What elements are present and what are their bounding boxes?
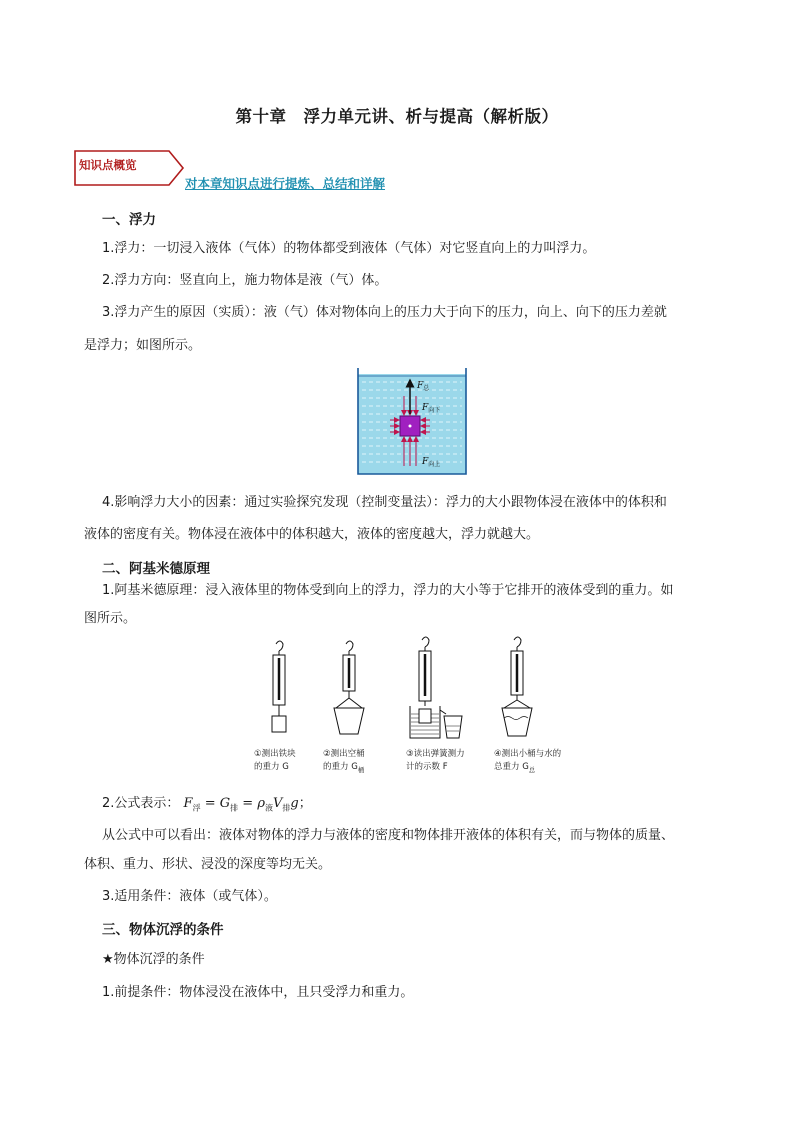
caption-line: ③读出弹簧测力 — [406, 749, 465, 759]
formula-label: 2.公式表示： — [102, 796, 180, 811]
caption-line: 总重力 G — [494, 762, 529, 772]
badge-label: 知识点概览 — [79, 158, 137, 172]
formula-line — [102, 792, 312, 814]
caption-line: ④测出小桶与水的 — [494, 749, 562, 759]
fig-label-total-sub: 总 — [423, 385, 430, 392]
archimedes-experiment-figure — [252, 636, 592, 750]
spring-scale-3 — [410, 637, 462, 738]
buoyancy-cause-figure — [356, 368, 468, 480]
paragraph: 体积、重力、形状、浸没的深度等均无关。 — [84, 857, 332, 872]
spring-scale-2 — [334, 641, 364, 734]
section-heading-archimedes: 二、阿基米德原理 — [102, 561, 210, 577]
figure-caption-1 — [254, 748, 296, 774]
paragraph: 液体的密度有关。物体浸在液体中的体积越大，液体的密度越大，浮力就越大。 — [84, 527, 540, 542]
caption-subscript: 总 — [528, 766, 536, 774]
page-title: 第十章 浮力单元讲、析与提高（解析版） — [235, 107, 559, 126]
caption-line: 计的示数 F — [406, 762, 448, 772]
summary-link[interactable]: 对本章知识点进行提炼、总结和详解 — [185, 176, 386, 191]
paragraph: 图所示。 — [84, 611, 137, 626]
paragraph: 4.影响浮力大小的因素：通过实验探究发现（控制变量法）：浮力的大小跟物体浸在液体中的体积和 — [102, 495, 667, 510]
paragraph: 3.适用条件：液体（或气体）。 — [102, 889, 277, 904]
section-badge — [73, 149, 185, 191]
fig-label-down-sub: 向下 — [428, 407, 441, 414]
formula-end: ； — [298, 796, 312, 811]
fig-label-down: F — [422, 403, 429, 413]
caption-line: ②测出空桶 — [323, 749, 365, 759]
buoyancy-formula: $F_浮 = G_排 = \rho_液V_排g$ — [183, 796, 299, 813]
spring-scale-diagram — [252, 636, 592, 746]
caption-line: ①测出铁块 — [254, 749, 296, 759]
paragraph: 2.浮力方向：竖直向上，施力物体是液（气）体。 — [102, 273, 388, 288]
section-heading-buoyancy: 一、浮力 — [102, 212, 156, 228]
paragraph: 1.浮力：一切浸入液体（气体）的物体都受到液体（气体）对它竖直向上的力叫浮力。 — [102, 241, 596, 256]
figure-caption-3 — [406, 748, 465, 774]
spring-scale-4 — [502, 637, 532, 736]
fig-label-total: F — [417, 381, 424, 391]
spring-scale-1 — [272, 641, 286, 732]
caption-line: 的重力 G — [254, 762, 289, 772]
caption-subscript: 桶 — [357, 766, 365, 774]
paragraph: 1.前提条件：物体浸没在液体中，且只受浮力和重力。 — [102, 985, 414, 1000]
paragraph: 1.阿基米德原理：浸入液体里的物体受到向上的浮力，浮力的大小等于它排开的液体受到的重力。如 — [102, 583, 674, 598]
figure-caption-4 — [494, 748, 561, 777]
paragraph: 是浮力；如图所示。 — [84, 338, 202, 353]
figure-caption-2 — [323, 748, 365, 777]
paragraph: 从公式中可以看出：液体对物体的浮力与液体的密度和物体排开液体的体积有关，而与物体的质量、 — [102, 828, 675, 843]
fig-label-up-sub: 向上 — [428, 461, 441, 468]
paragraph: 3.浮力产生的原因（实质）：液（气）体对物体向上的压力大于向下的压力，向上、向下的压力差就 — [102, 305, 667, 320]
section-heading-sink-float: 三、物体沉浮的条件 — [102, 922, 224, 938]
caption-line: 的重力 G — [323, 762, 358, 772]
container-diagram — [356, 368, 468, 476]
fig-label-up: F — [422, 457, 429, 467]
star-subheading: ★物体沉浮的条件 — [102, 952, 205, 967]
